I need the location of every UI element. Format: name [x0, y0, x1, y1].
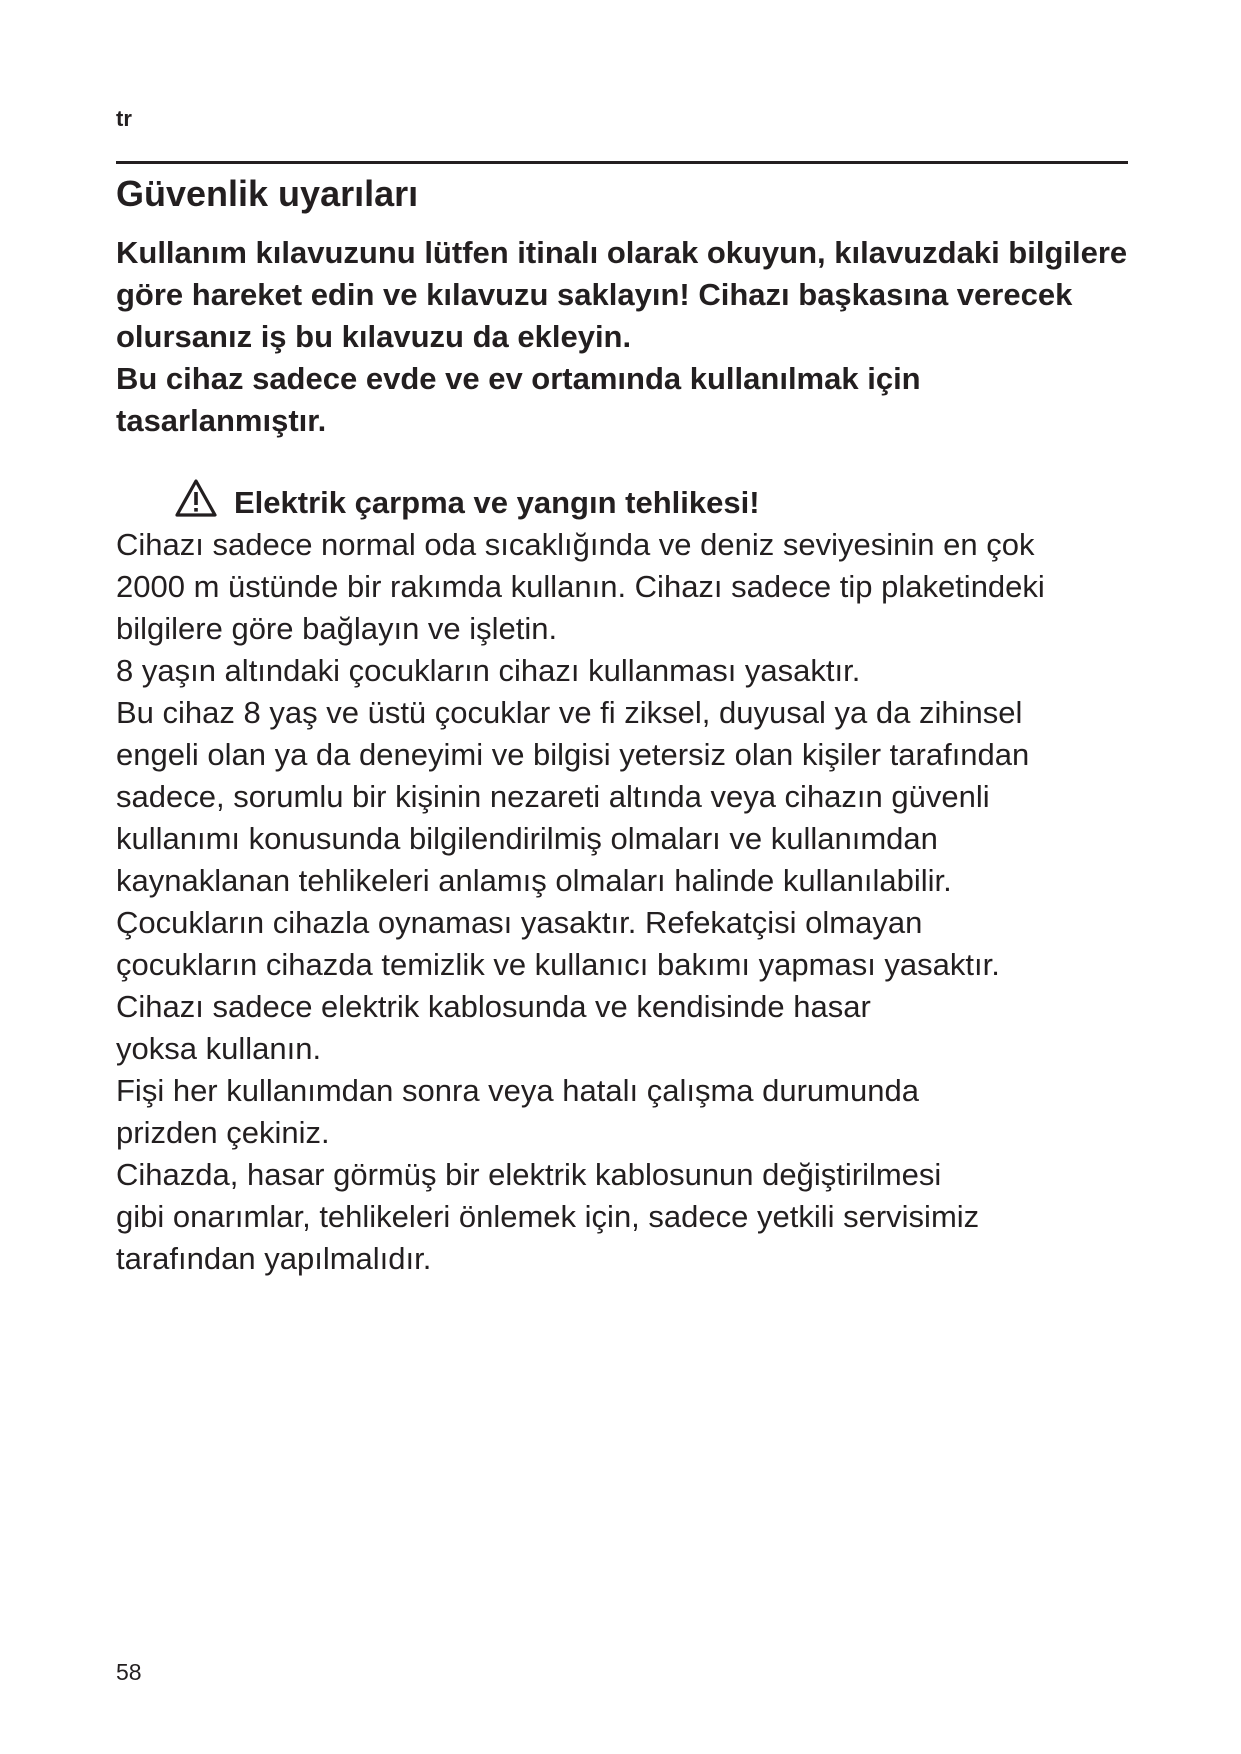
warning-paragraph-5: Cihazı sadece elektrik kablosunda ve kendisinde hasar yoksa kullanın.	[116, 989, 871, 1066]
warning-paragraph-1: Cihazı sadece normal oda sıcaklığında ve deniz seviyesinin en çok 2000 m üstünde bir rakımda kullanın. Cihazı sadece tip plaketindeki bilgilere göre bağlayın ve işletin.	[116, 527, 1045, 646]
language-tag: tr	[116, 106, 132, 131]
warning-body	[116, 524, 1128, 1280]
warning-heading-text: Elektrik çarpma ve yangın tehlikesi!	[234, 485, 760, 520]
warning-paragraph-6: Fişi her kullanımdan sonra veya hatalı çalışma durumunda prizden çekiniz.	[116, 1073, 919, 1150]
page-number: 58	[116, 1659, 142, 1685]
header-divider	[116, 161, 1128, 164]
intro-paragraph-2: Bu cihaz sadece evde ve ev ortamında kullanılmak için tasarlanmıştır.	[116, 361, 921, 438]
intro-paragraph-1: Kullanım kılavuzunu lütfen itinalı olarak okuyun, kılavuzdaki bilgilere göre hareket edin ve kılavuzu saklayın! Cihazı başkasına verecek olursanız iş bu kılavuzu da ekleyin.	[116, 235, 1128, 354]
warning-triangle-icon	[174, 478, 234, 529]
warning-paragraph-7: Cihazda, hasar görmüş bir elektrik kablosunun değiştirilmesi gibi onarımlar, tehlikeleri önlemek için, sadece yetkili servisimiz tarafından yapılmalıdır.	[116, 1157, 980, 1276]
section-title: Güvenlik uyarıları	[116, 173, 419, 214]
warning-paragraph-2: 8 yaşın altındaki çocukların cihazı kullanması yasaktır.	[116, 653, 861, 688]
warning-heading	[174, 480, 760, 526]
warning-paragraph-3: Bu cihaz 8 yaş ve üstü çocuklar ve fi ziksel, duyusal ya da zihinsel engeli olan ya da deneyimi ve bilgisi yetersiz olan kişiler tarafından sadece, sorumlu bir kişinin nezareti altında veya cihazın güvenli kullanımı konusunda bilgilendirilmiş olmaları ve kullanımdan kaynaklanan tehlikeleri anlamış olmaları halinde kullanılabilir.	[116, 695, 1030, 898]
warning-paragraph-4: Çocukların cihazla oynaması yasaktır. Refekatçisi olmayan çocukların cihazda temizlik ve kullanıcı bakımı yapması yasaktır.	[116, 905, 1000, 982]
intro-block	[116, 232, 1128, 442]
